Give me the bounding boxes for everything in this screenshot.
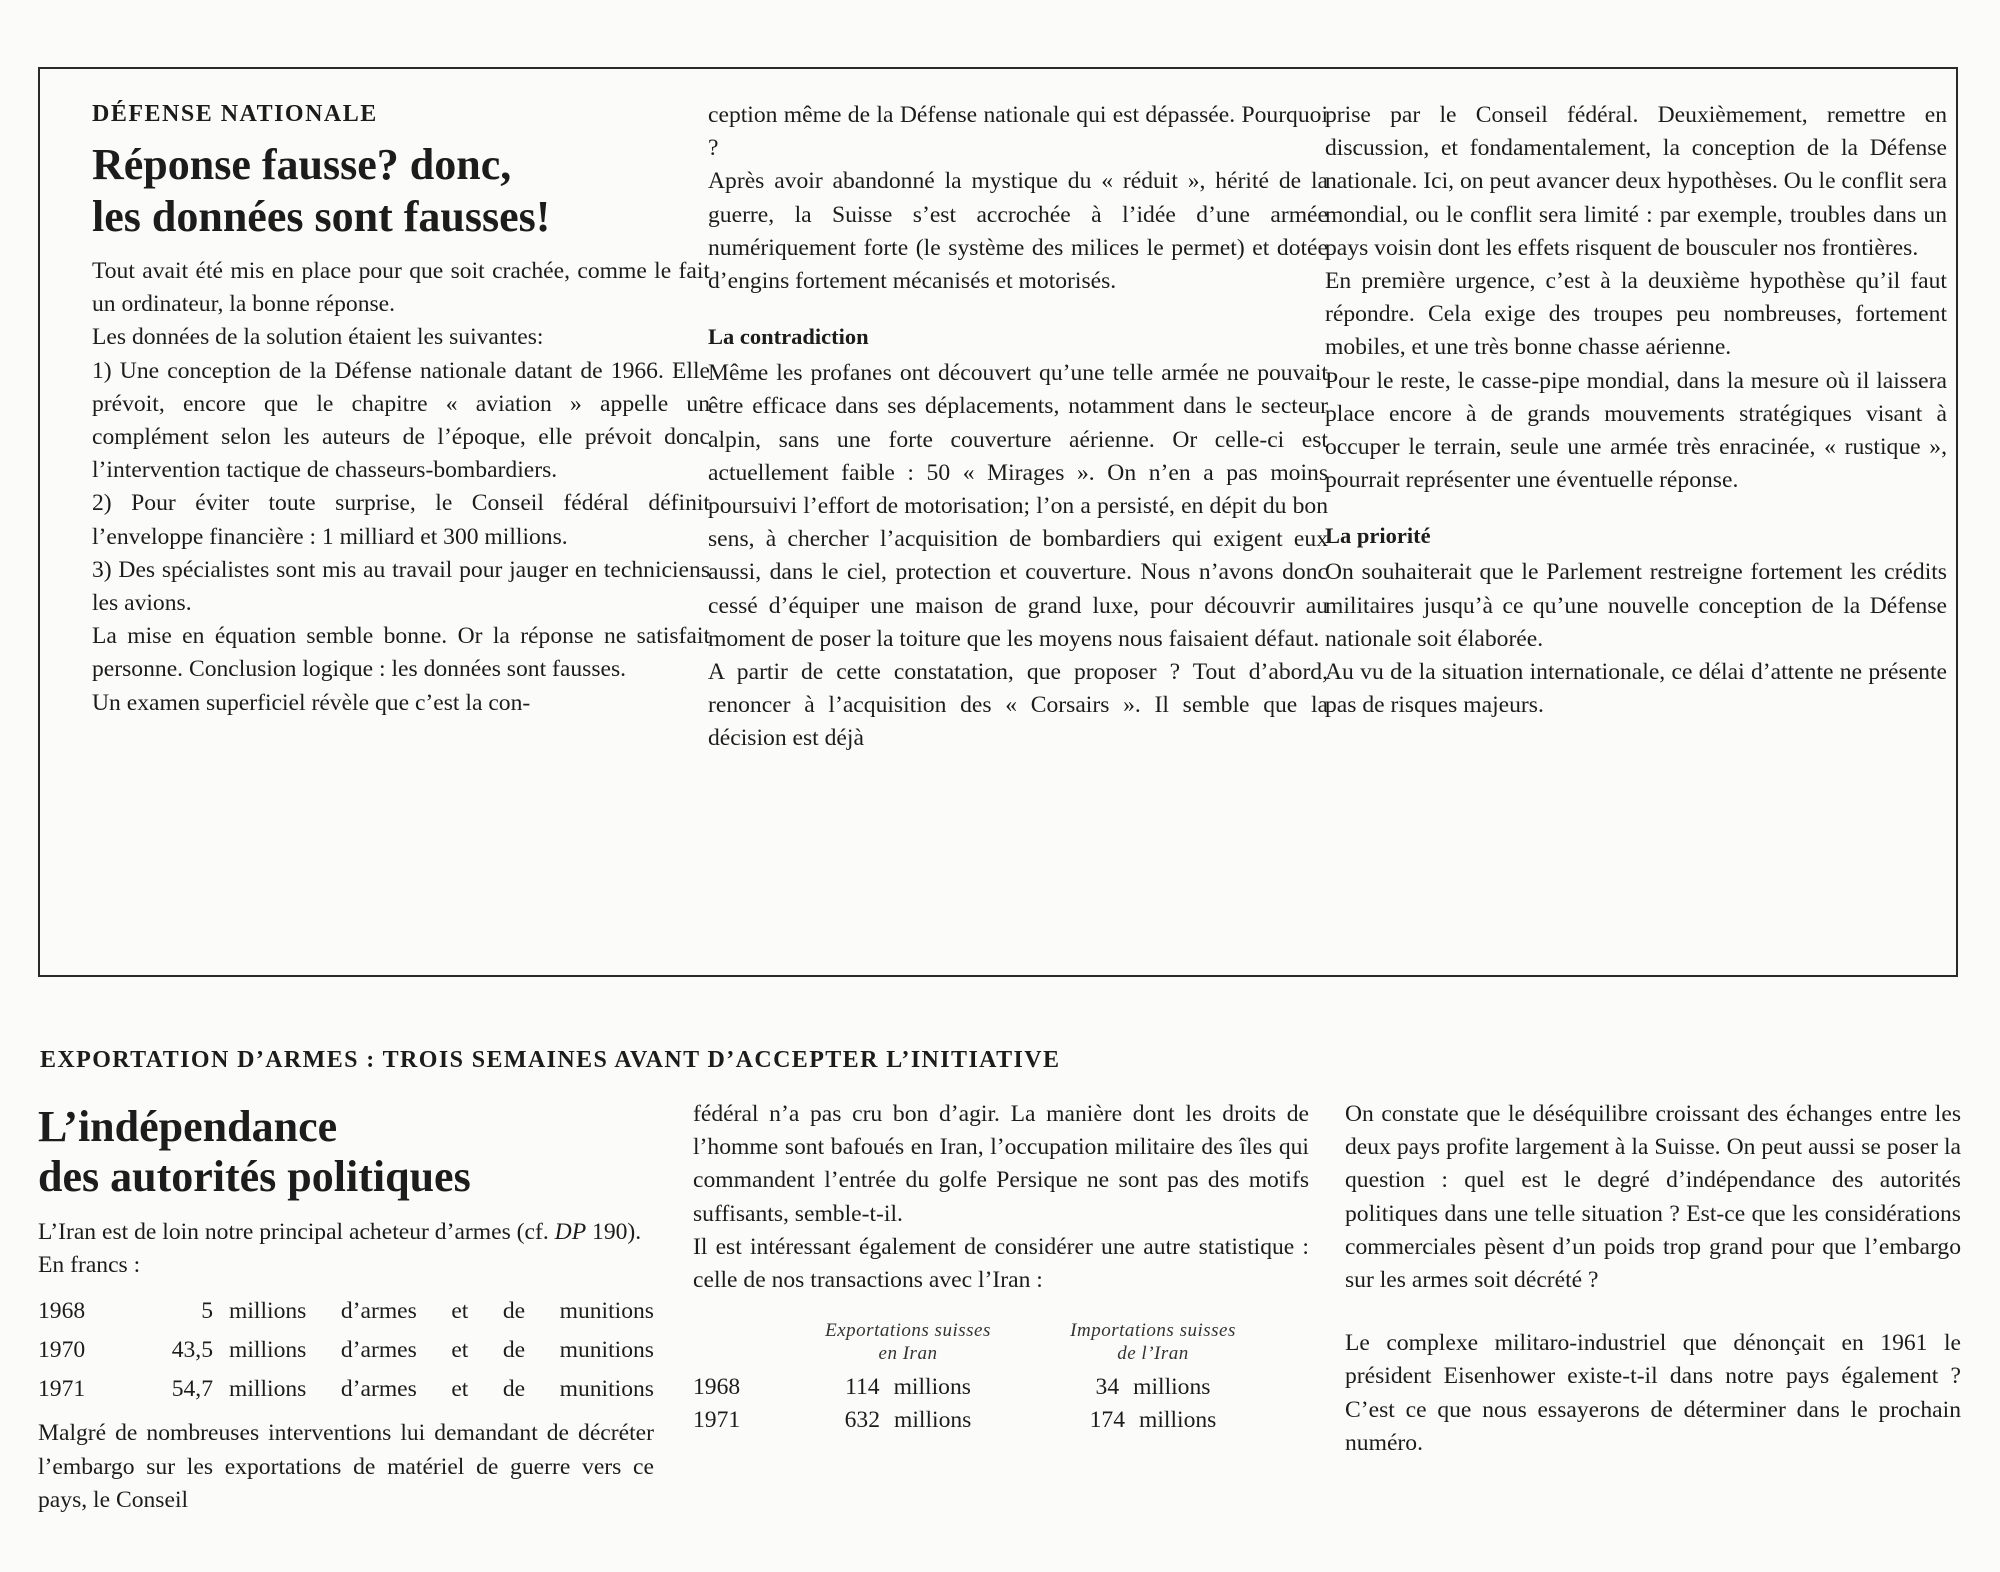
article-exports-column-3 [1345,1098,1961,1460]
trade-imports: 34 millions [1095,1374,1211,1401]
section-rubric: DÉFENSE NATIONALE [92,101,378,127]
paragraph: Malgré de nombreuses interventions lui demandant de décréter l’embargo sur les exportations de matériel de guerre vers ce pays, le Conseil [38,1420,654,1513]
trade-table-header [693,1319,1309,1365]
stat-row [38,1370,654,1409]
stat-value: 5 [201,1298,213,1325]
headline-line-2: des autorités politiques [38,1152,471,1201]
paragraph: La mise en équation semble bonne. Or la réponse ne satisfait personne. Conclusion logique : les données sont fausses. [92,623,710,683]
article-headline-exports [38,1102,654,1202]
paragraph: Les données de la solution étaient les suivantes: [92,324,544,351]
paragraph: Un examen superficiel révèle que c’est la con- [92,689,531,716]
headline-line-1: Réponse fausse? donc, [92,140,512,189]
paragraph: ception même de la Défense nationale qui est dépassée. Pourquoi ? [708,102,1328,162]
article-exports-column-1 [38,1098,654,1517]
paragraph: Même les profanes ont découvert qu’une telle armée ne pouvait être efficace dans ses déplacements, notamment dans le secteur alpin, sans une forte couverture aérienne. Or celle-ci est actuellement faible : 50 « Mirages ». On n’en a pas moins poursuivi l’effort de motorisation; l’on a persisté, en dépit du bon sens, à chercher l’acquisition de bombardiers qui exigent eux aussi, dans le ciel, protection et couverture. Nous n’avons donc cessé d’équiper une maison de grand luxe, pour découvrir au moment de poser la toiture que les moyens nous faisaient défaut. [708,360,1328,652]
header-imports: Importations suisses de l’Iran [1070,1320,1236,1365]
article-defense-box [38,67,1958,977]
stat-year: 1970 [38,1337,86,1364]
paragraph: Au vu de la situation internationale, ce délai d’attente ne présente pas de risques majeurs. [1325,659,1947,719]
subheading-priorite: La priorité [1325,523,1431,549]
article-headline [92,139,710,243]
stat-label: millions d’armes et de munitions [229,1337,654,1364]
paragraph: On constate que le déséquilibre croissant des échanges entre les deux pays profite largement à la Suisse. On peut aussi se poser la question : quel est le degré d’indépendance des autorités politiques dans une telle situation ? Est-ce que les considérations commerciales pèsent d’un poids trop grand pour que l’embargo sur les armes soit décrété ? [1345,1101,1961,1294]
trade-imports: 174 millions [1089,1407,1217,1434]
header-exports: Exportations suisses en Iran [825,1320,991,1365]
stat-year: 1971 [38,1376,86,1403]
arms-statistics [38,1292,654,1409]
subheading-contradiction: La contradiction [708,324,869,350]
trade-year: 1971 [693,1407,741,1434]
article-defense-column-2 [708,99,1328,756]
stat-year: 1968 [38,1298,86,1325]
paragraph: En première urgence, c’est à la deuxième hypothèse qu’il faut répondre. Cela exige des troupes peu nombreuses, fortement mobiles, et une très bonne chasse aérienne. [1325,268,1947,361]
paragraph: Pour le reste, le casse-pipe mondial, dans la mesure où il laissera place encore à de grands mouvements stratégiques visant à occuper le terrain, seule une armée très enracinée, « rustique », pourrait représenter une éventuelle réponse. [1325,367,1947,494]
headline-line-1: L’indépendance [38,1102,338,1151]
paragraph: Tout avait été mis en place pour que soit crachée, comme le fait un ordinateur, la bonne réponse. [92,258,710,318]
paragraph: Après avoir abandonné la mystique du « réduit », hérité de la guerre, la Suisse s’est accrochée à l’idée d’une armée numériquement forte (le système des milices le permet) et dotée d’engins fortement mécanisés et motorisés. [708,168,1328,295]
paragraph: 2) Pour éviter toute surprise, le Conseil fédéral définit l’enveloppe financière : 1 milliard et 300 millions. [92,490,710,550]
stat-value: 43,5 [171,1337,213,1364]
section-rubric-exports: EXPORTATION D’ARMES : TROIS SEMAINES AVANT D’ACCEPTER L’INITIATIVE [40,1047,1061,1073]
article-defense-column-1 [92,99,710,720]
dp-abbreviation: DP [554,1219,587,1245]
paragraph: fédéral n’a pas cru bon d’agir. La manière dont les droits de l’homme sont bafoués en Iran, l’occupation militaire des îles qui commandent l’entrée du golfe Persique ne sont pas des motifs suffisants, semble-t-il. [693,1101,1309,1227]
trade-row [693,1404,1309,1437]
stat-label: millions d’armes et de munitions [229,1298,654,1325]
paragraph: Le complexe militaro-industriel que dénonçait en 1961 le président Eisenhower existe-t-il dans notre pays également ? C’est ce que nous essayerons de déterminer dans le prochain numéro. [1345,1330,1961,1456]
stat-label: millions d’armes et de munitions [229,1376,654,1403]
trade-row [693,1371,1309,1404]
article-exports-column-2 [693,1098,1309,1437]
trade-exports: 114 millions [845,1374,971,1401]
trade-exports: 632 millions [844,1407,972,1434]
paragraph: 1) Une conception de la Défense nationale datant de 1966. Elle prévoit, encore que le chapitre « aviation » appelle un complément selon les auteurs de l’époque, elle prévoit donc l’intervention tactique de chasseurs-bombardiers. [92,357,710,484]
trade-year: 1968 [693,1374,741,1401]
stat-row [38,1331,654,1370]
stat-value: 54,7 [171,1376,213,1403]
headline-line-2: les données sont fausses! [92,192,551,241]
article-defense-column-3 [1325,99,1947,722]
stat-row [38,1292,654,1331]
paragraph: Il est intéressant également de considérer une autre statistique : celle de nos transactions avec l’Iran : [693,1233,1309,1294]
paragraph-intro: L’Iran est de loin notre principal acheteur d’armes (cf. DP 190). En francs : [38,1219,642,1279]
paragraph: A partir de cette constatation, que proposer ? Tout d’abord, renoncer à l’acquisition des « Corsairs ». Il semble que la décision est déjà [708,659,1328,752]
trade-table [693,1319,1309,1437]
paragraph: 3) Des spécialistes sont mis au travail pour jauger en techniciens les avions. [92,556,710,617]
paragraph: On souhaiterait que le Parlement restreigne fortement les crédits militaires jusqu’à ce qu’une nouvelle conception de la Défense nationale soit élaborée. [1325,559,1947,652]
paragraph: prise par le Conseil fédéral. Deuxièmement, remettre en discussion, et fondamentalement, la conception de la Défense nationale. Ici, on peut avancer deux hypothèses. Ou le conflit sera mondial, ou le conflit sera limité : par exemple, troubles dans un pays voisin dont les effets risquent de bousculer nos frontières. [1325,102,1947,261]
